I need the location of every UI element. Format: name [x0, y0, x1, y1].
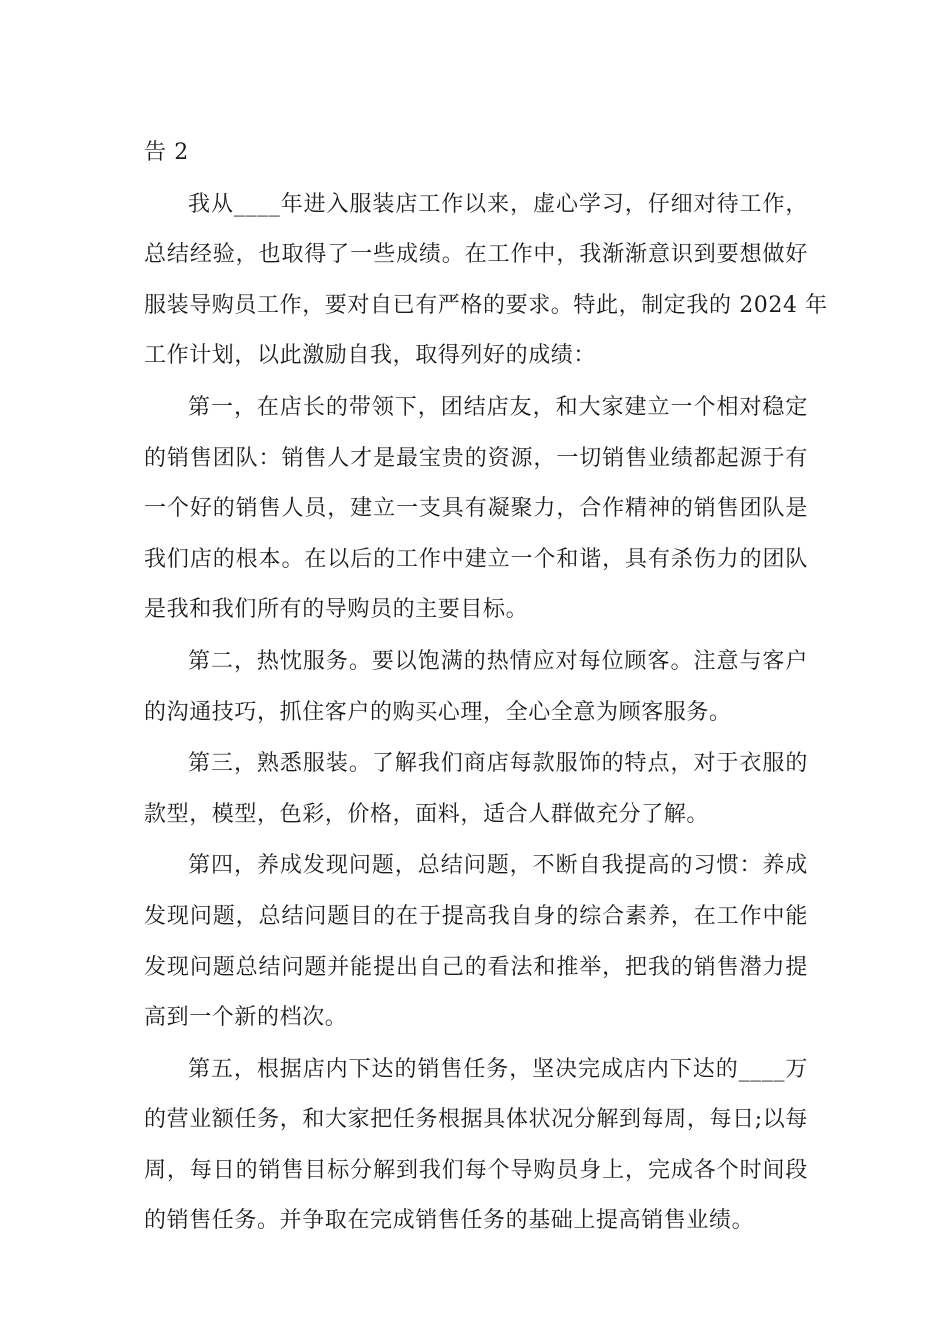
text-line: 的销售团队：销售人才是最宝贵的资源，一切销售业绩都起源于有	[144, 445, 808, 471]
section-heading: 告 2	[144, 140, 189, 165]
text-line: 的营业额任务，和大家把任务根据具体状况分解到每周，每日;以每	[144, 1107, 808, 1133]
paragraph-point-2	[144, 637, 808, 738]
text-line: 第三，熟悉服装。了解我们商店每款服饰的特点，对于衣服的	[188, 751, 808, 777]
text-line: 第四，养成发现问题，总结问题，不断自我提高的习惯：养成	[188, 853, 808, 879]
text-line: 周，每日的销售目标分解到我们每个导购员身上，完成各个时间段	[144, 1157, 808, 1183]
paragraph-point-4	[144, 841, 808, 1043]
text-line: 款型，模型，色彩，价格，面料，适合人群做充分了解。	[144, 801, 710, 827]
text-line: 的沟通技巧，抓住客户的购买心理，全心全意为顾客服务。	[144, 699, 732, 725]
document-body	[144, 128, 828, 1248]
paragraph-point-3	[144, 739, 808, 840]
text-line: 总结经验，也取得了一些成绩。在工作中，我渐渐意识到要想做好	[144, 242, 808, 268]
text-line: 我从____年进入服装店工作以来，虚心学习，仔细对待工作，	[188, 191, 808, 217]
text-line: 发现问题，总结问题目的在于提高我自身的综合素养，在工作中能	[144, 903, 808, 929]
text-line: 工作计划，以此激励自我，取得列好的成绩：	[144, 343, 597, 369]
text-line: 一个好的销售人员，建立一支具有凝聚力，合作精神的销售团队是	[144, 496, 808, 522]
text-line: 是我和我们所有的导购员的主要目标。	[144, 597, 529, 623]
text-line: 第一，在店长的带领下，团结店友，和大家建立一个相对稳定	[188, 394, 808, 420]
text-line: 的销售任务。并争取在完成销售任务的基础上提高销售业绩。	[144, 1208, 755, 1234]
paragraph-point-1	[144, 383, 808, 636]
text-line: 服装导购员工作，要对自已有严格的要求。特此，制定我的 2024 年	[144, 292, 828, 318]
text-line: 我们店的根本。在以后的工作中建立一个和谐，具有杀伤力的团队	[144, 546, 808, 572]
paragraph-intro	[144, 180, 828, 382]
paragraph-point-5	[144, 1045, 808, 1247]
text-line: 第二，热忱服务。要以饱满的热情应对每位顾客。注意与客户	[188, 648, 808, 674]
text-line: 第五，根据店内下达的销售任务，坚决完成店内下达的____万	[188, 1056, 808, 1082]
text-line: 发现问题总结问题并能提出自己的看法和推举，把我的销售潜力提	[144, 954, 808, 980]
text-line: 高到一个新的档次。	[144, 1005, 348, 1031]
